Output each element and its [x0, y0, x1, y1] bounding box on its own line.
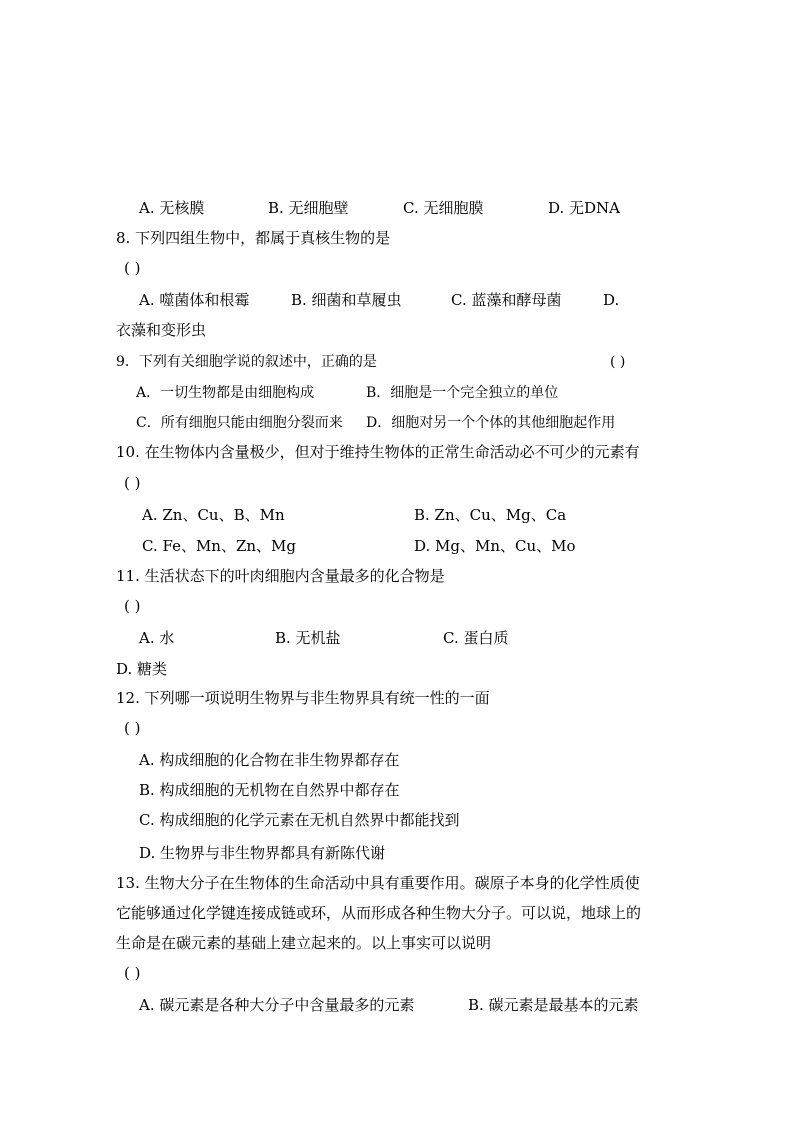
q9-option-b: B．细胞是一个完全独立的单位 — [366, 385, 559, 401]
q10-option-b: B. Zn、Cu、Mg、Ca — [414, 506, 567, 524]
q11-option-c: C. 蛋白质 — [443, 629, 509, 647]
q7-option-b: B. 无细胞壁 — [268, 199, 349, 217]
q9-stem: 9．下列有关细胞学说的叙述中，正确的是 — [116, 354, 377, 370]
q11-stem: 11. 生活状态下的叶肉细胞内含量最多的化合物是 — [116, 567, 445, 585]
q11-answer-paren: ( ) — [124, 597, 141, 615]
q7-option-c: C. 无细胞膜 — [403, 199, 484, 217]
q12-option-a: A. 构成细胞的化合物在非生物界都存在 — [139, 751, 400, 769]
q12-stem: 12. 下列哪一项说明生物界与非生物界具有统一性的一面 — [116, 689, 490, 707]
q8-option-b: B. 细菌和草履虫 — [291, 291, 402, 309]
q7-option-d: D. 无DNA — [548, 199, 621, 217]
q8-option-a: A. 噬菌体和根霉 — [139, 291, 250, 309]
q11-option-a: A. 水 — [139, 629, 175, 647]
q12-option-d: D. 生物界与非生物界都具有新陈代谢 — [139, 844, 386, 862]
q13-stem-line-2: 它能够通过化学键连接成链或环，从而形成各种生物大分子。可以说，地球上的 — [116, 904, 642, 922]
q8-answer-paren: ( ) — [124, 259, 141, 277]
q13-option-b: B. 碳元素是最基本的元素 — [468, 996, 639, 1014]
q12-answer-paren: ( ) — [124, 719, 141, 737]
q10-option-d: D. Mg、Mn、Cu、Mo — [414, 537, 576, 555]
q9-option-d: D．细胞对另一个个体的其他细胞起作用 — [366, 415, 616, 431]
q13-stem-line-3: 生命是在碳元素的基础上建立起来的。以上事实可以说明 — [116, 934, 492, 952]
q13-stem-line-1: 13. 生物大分子在生物体的生命活动中具有重要作用。碳原子本身的化学性质使 — [116, 874, 640, 892]
q13-option-a: A. 碳元素是各种大分子中含量最多的元素 — [139, 996, 415, 1014]
q7-option-a: A. 无核膜 — [139, 199, 205, 217]
q10-option-c: C. Fe、Mn、Zn、Mg — [142, 537, 297, 555]
q10-stem: 10. 在生物体内含量极少，但对于维持生物体的正常生命活动必不可少的元素有 — [116, 443, 640, 461]
q10-answer-paren: ( ) — [124, 474, 141, 492]
q12-option-c: C. 构成细胞的化学元素在无机自然界中都能找到 — [139, 811, 460, 829]
q8-option-c: C. 蓝藻和酵母菌 — [451, 291, 562, 309]
q10-option-a: A. Zn、Cu、B、Mn — [142, 506, 285, 524]
q11-option-d: D. 糖类 — [116, 660, 168, 678]
q12-option-b: B. 构成细胞的无机物在自然界中都存在 — [139, 781, 400, 799]
q11-option-b: B. 无机盐 — [275, 629, 341, 647]
q8-option-d-text: 衣藻和变形虫 — [116, 321, 207, 339]
q8-option-d-label: D. — [603, 291, 620, 309]
q9-option-a: A．一切生物都是由细胞构成 — [136, 385, 315, 401]
q8-stem: 8. 下列四组生物中，都属于真核生物的是 — [116, 229, 391, 247]
q13-answer-paren: ( ) — [124, 964, 141, 982]
q9-option-c: C．所有细胞只能由细胞分裂而来 — [136, 415, 343, 431]
q9-answer-paren: ( ) — [610, 354, 626, 370]
